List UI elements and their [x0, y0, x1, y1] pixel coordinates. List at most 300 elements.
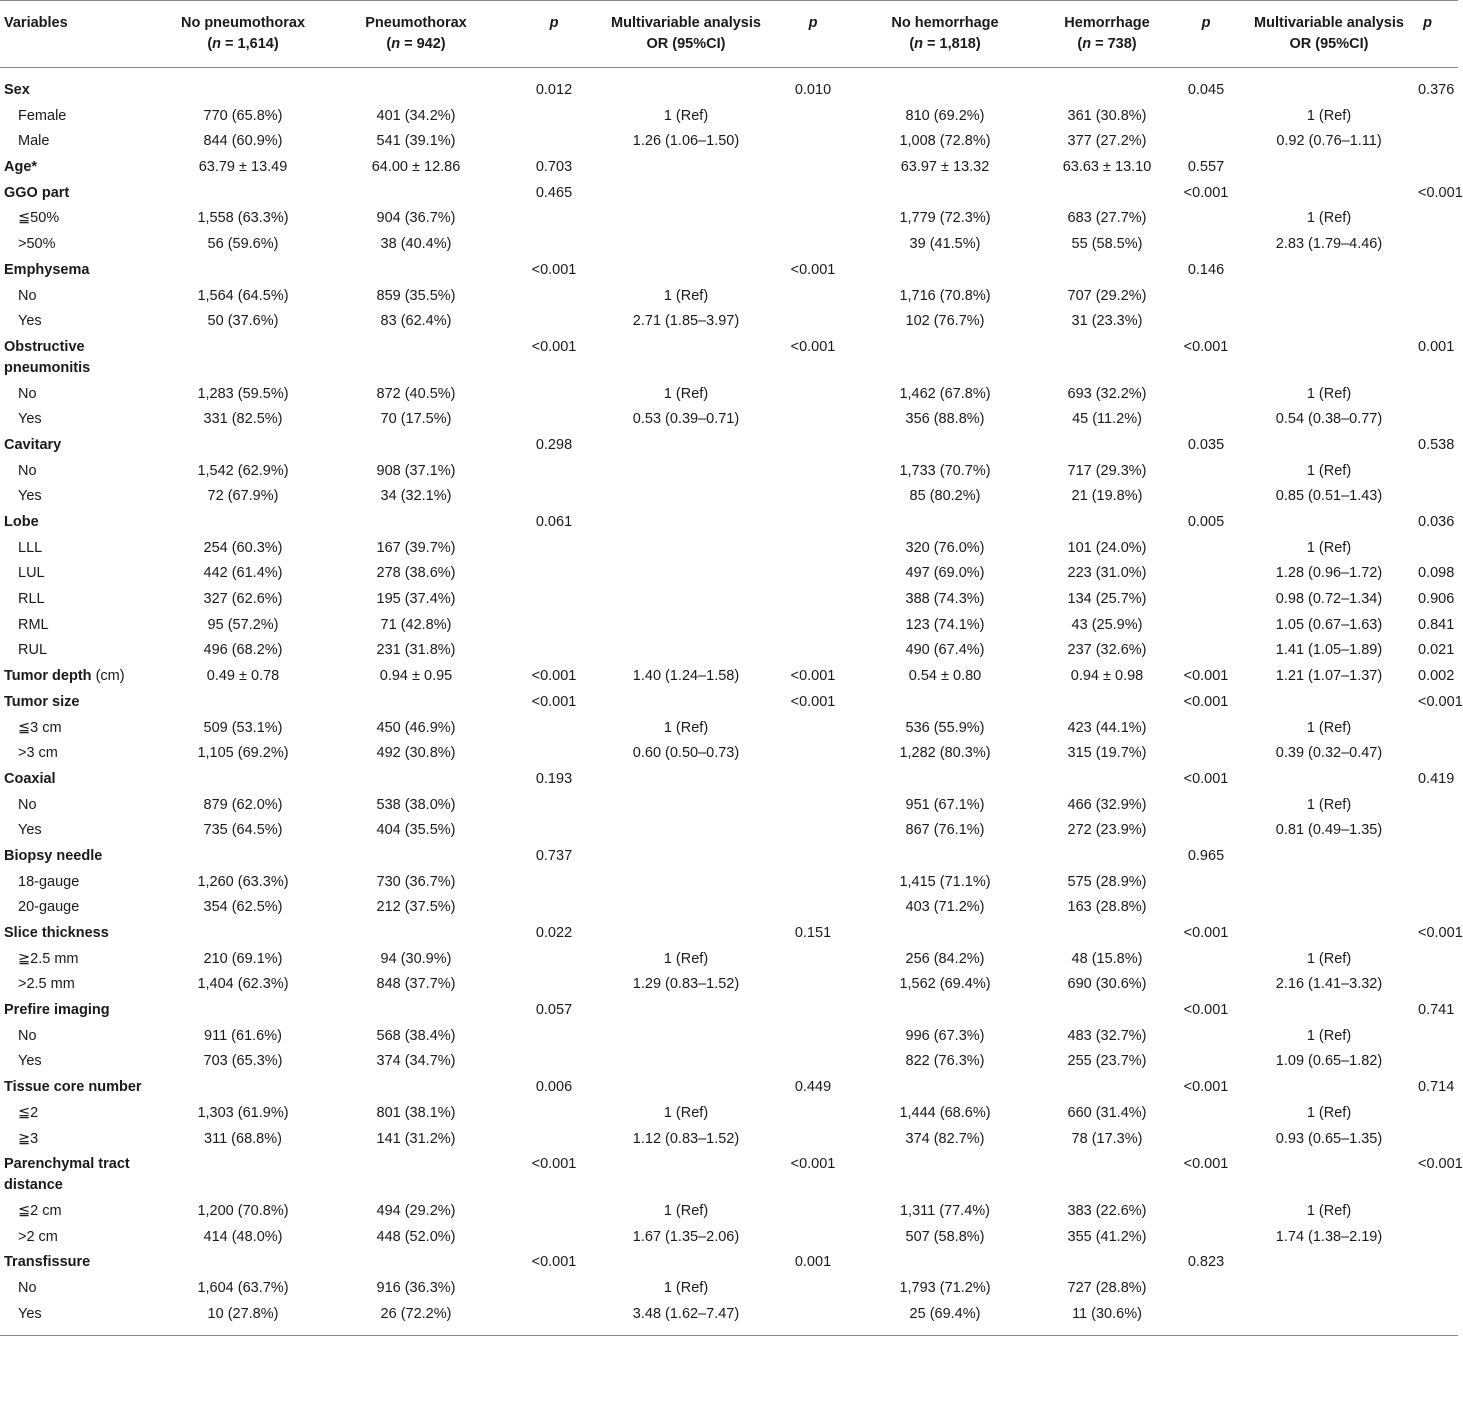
row-label-text: LUL — [18, 565, 45, 582]
table-cell — [316, 484, 516, 510]
table-cell — [516, 792, 592, 818]
table-cell — [592, 458, 780, 484]
table-cell — [316, 407, 516, 433]
cell-value: 1,260 (63.3%) — [197, 873, 289, 890]
row-label-text: Tumor depth — [4, 668, 92, 685]
table-cell — [1242, 1199, 1416, 1225]
table-cell — [780, 1301, 846, 1335]
cell-value: 0.001 — [794, 1254, 832, 1271]
table-cell — [780, 1250, 846, 1276]
table-cell — [780, 998, 846, 1024]
table-cell — [1170, 206, 1242, 232]
category-row — [0, 638, 1458, 664]
row-label-text: No — [18, 287, 37, 304]
table-cell — [1242, 335, 1416, 382]
column-header-label: p — [1201, 15, 1211, 31]
table-cell — [516, 1152, 592, 1199]
cell-value: 0.98 (0.72–1.34) — [1275, 591, 1383, 608]
cell-value: 11 (30.6%) — [1072, 1305, 1142, 1322]
table-cell — [846, 869, 1044, 895]
table-cell — [846, 612, 1044, 638]
table-cell — [516, 921, 592, 947]
table-cell — [316, 129, 516, 155]
row-label-text: Prefire imaging — [4, 1002, 110, 1019]
table-cell — [1242, 309, 1416, 335]
table-cell — [592, 741, 780, 767]
row-label — [0, 1075, 170, 1101]
table-cell — [516, 612, 592, 638]
table-cell — [1044, 180, 1170, 206]
cell-value: 1,604 (63.7%) — [197, 1279, 289, 1296]
table-cell — [1044, 664, 1170, 690]
table-cell — [592, 407, 780, 433]
cell-value: 256 (84.2%) — [905, 950, 985, 967]
table-cell — [516, 895, 592, 921]
cell-value: 1 (Ref) — [663, 950, 709, 967]
table-cell — [1044, 1224, 1170, 1250]
cell-value: 71 (42.8%) — [380, 616, 452, 633]
table-cell — [316, 433, 516, 459]
cell-value: 1,564 (64.5%) — [197, 287, 289, 304]
table-cell — [592, 1224, 780, 1250]
table-cell — [1242, 103, 1416, 129]
table-cell — [1416, 1199, 1458, 1225]
table-cell — [1416, 535, 1458, 561]
table-cell — [1044, 381, 1170, 407]
variable-row — [0, 180, 1458, 206]
cell-value: 1 (Ref) — [663, 1279, 709, 1296]
table-cell — [516, 818, 592, 844]
category-row — [0, 1023, 1458, 1049]
cell-value: 0.741 — [1418, 1002, 1455, 1019]
table-cell — [516, 283, 592, 309]
table-cell — [316, 257, 516, 283]
row-label — [0, 1199, 170, 1225]
cell-value: 1 (Ref) — [1306, 1027, 1352, 1044]
row-label — [0, 895, 170, 921]
cell-value: 1.12 (0.83–1.52) — [632, 1130, 740, 1147]
table-cell — [516, 206, 592, 232]
table-cell — [592, 155, 780, 181]
column-header-label: No pneumothorax — [180, 15, 306, 31]
cell-value: 237 (32.6%) — [1067, 642, 1147, 659]
cell-value: 1,415 (71.1%) — [899, 873, 991, 890]
cell-value: 442 (61.4%) — [203, 565, 283, 582]
table-cell — [1170, 741, 1242, 767]
cell-value: 1,311 (77.4%) — [899, 1202, 990, 1219]
cell-value: 361 (30.8%) — [1067, 107, 1147, 124]
cell-value: <0.001 — [1183, 1156, 1229, 1173]
table-cell — [1416, 844, 1458, 870]
category-row — [0, 309, 1458, 335]
column-header — [1416, 1, 1458, 68]
table-cell — [1044, 155, 1170, 181]
cell-value: 0.465 — [535, 184, 573, 201]
cell-value: 879 (62.0%) — [203, 796, 283, 813]
table-cell — [1044, 433, 1170, 459]
category-row — [0, 715, 1458, 741]
cell-value: 690 (30.6%) — [1067, 976, 1147, 993]
table-cell — [592, 1023, 780, 1049]
cell-value: 0.001 — [1418, 338, 1455, 355]
table-cell — [780, 1152, 846, 1199]
table-cell — [1242, 68, 1416, 104]
cell-value: 1 (Ref) — [1306, 1104, 1352, 1121]
cell-value: 0.703 — [535, 159, 573, 176]
category-row — [0, 129, 1458, 155]
table-cell — [846, 741, 1044, 767]
table-cell — [1170, 921, 1242, 947]
cell-value: 70 (17.5%) — [380, 411, 452, 428]
cell-value: 1 (Ref) — [663, 107, 709, 124]
table-cell — [1416, 664, 1458, 690]
table-cell — [780, 232, 846, 258]
table-cell — [1044, 998, 1170, 1024]
variable-row — [0, 767, 1458, 793]
table-cell — [1416, 1250, 1458, 1276]
cell-value: 904 (36.7%) — [376, 210, 456, 227]
row-label-text: Coaxial — [4, 770, 56, 787]
row-label — [0, 1301, 170, 1335]
variable-row — [0, 510, 1458, 536]
row-label — [0, 664, 170, 690]
row-label-text: ≦50% — [18, 210, 60, 227]
cell-value: 575 (28.9%) — [1067, 873, 1147, 890]
table-cell — [846, 1023, 1044, 1049]
table-cell — [592, 715, 780, 741]
column-header-label: Multivariable analysis — [611, 15, 761, 31]
table-cell — [1044, 68, 1170, 104]
table-cell — [170, 895, 316, 921]
table-cell — [1242, 638, 1416, 664]
table-cell — [516, 1250, 592, 1276]
table-cell — [780, 818, 846, 844]
table-cell — [846, 309, 1044, 335]
table-cell — [846, 155, 1044, 181]
cell-value: 1,200 (70.8%) — [197, 1202, 289, 1219]
table-cell — [592, 510, 780, 536]
table-cell — [1242, 1301, 1416, 1335]
table-cell — [780, 335, 846, 382]
table-cell — [1170, 1199, 1242, 1225]
table-cell — [1044, 715, 1170, 741]
table-cell — [592, 818, 780, 844]
cell-value: 1 (Ref) — [1306, 719, 1352, 736]
table-cell — [316, 921, 516, 947]
cell-value: 1,303 (61.9%) — [197, 1104, 289, 1121]
cell-value: 43 (25.9%) — [1071, 616, 1143, 633]
table-cell — [1242, 895, 1416, 921]
table-cell — [1416, 206, 1458, 232]
table-cell — [846, 510, 1044, 536]
row-label — [0, 309, 170, 335]
table-cell — [592, 998, 780, 1024]
column-header — [1044, 1, 1170, 68]
cell-value: 1,404 (62.3%) — [197, 976, 289, 993]
table-cell — [592, 561, 780, 587]
table-cell — [170, 921, 316, 947]
table-cell — [592, 921, 780, 947]
cell-value: 123 (74.1%) — [905, 616, 985, 633]
table-cell — [780, 309, 846, 335]
row-label-text: Sex — [4, 82, 30, 98]
cell-value: 0.54 ± 0.80 — [908, 668, 982, 685]
cell-value: 0.94 ± 0.95 — [379, 668, 453, 685]
table-cell — [1242, 206, 1416, 232]
cell-value: 0.53 (0.39–0.71) — [632, 411, 740, 428]
cell-value: <0.001 — [1183, 770, 1229, 787]
table-cell — [1170, 458, 1242, 484]
table-cell — [846, 68, 1044, 104]
category-row — [0, 1100, 1458, 1126]
table-cell — [1044, 283, 1170, 309]
table-cell — [1170, 1224, 1242, 1250]
table-cell — [316, 767, 516, 793]
cell-value: <0.001 — [790, 338, 836, 355]
table-cell — [780, 715, 846, 741]
table-cell — [1170, 103, 1242, 129]
table-cell — [170, 612, 316, 638]
row-label-text: LLL — [18, 539, 43, 556]
row-label — [0, 1100, 170, 1126]
table-cell — [1242, 715, 1416, 741]
table-cell — [1044, 612, 1170, 638]
table-cell — [1170, 972, 1242, 998]
table-cell — [592, 972, 780, 998]
table-cell — [1242, 433, 1416, 459]
cell-value: 822 (76.3%) — [905, 1053, 985, 1070]
table-cell — [1416, 612, 1458, 638]
cell-value: 34 (32.1%) — [380, 488, 452, 505]
cell-value: 255 (23.7%) — [1067, 1053, 1147, 1070]
table-cell — [170, 257, 316, 283]
row-label-text: Yes — [18, 822, 42, 839]
table-cell — [1170, 1126, 1242, 1152]
cell-value: 1 (Ref) — [1306, 462, 1352, 479]
column-header-count: OR (95%CI) — [646, 36, 726, 52]
variable-row — [0, 1075, 1458, 1101]
table-cell — [170, 1224, 316, 1250]
cell-value: 0.94 ± 0.98 — [1070, 668, 1144, 685]
table-cell — [780, 1199, 846, 1225]
table-cell — [516, 587, 592, 613]
row-label-text: Transfissure — [4, 1254, 91, 1271]
table-cell — [1242, 257, 1416, 283]
cell-value: 951 (67.1%) — [905, 796, 985, 813]
cell-value: <0.001 — [1183, 693, 1229, 710]
table-cell — [316, 510, 516, 536]
table-cell — [592, 946, 780, 972]
table-cell — [592, 792, 780, 818]
table-cell — [780, 484, 846, 510]
row-label-text: RML — [18, 616, 49, 633]
row-label — [0, 257, 170, 283]
row-label-text: Female — [18, 107, 67, 124]
table-cell — [170, 1049, 316, 1075]
table-cell — [1416, 1100, 1458, 1126]
table-cell — [1170, 68, 1242, 104]
table-cell — [170, 484, 316, 510]
cell-value: <0.001 — [531, 1156, 577, 1173]
row-label-text: ≦2 cm — [18, 1202, 62, 1219]
table-cell — [846, 1301, 1044, 1335]
table-cell — [780, 561, 846, 587]
table-cell — [316, 741, 516, 767]
table-cell — [1416, 767, 1458, 793]
row-label-text: Male — [18, 133, 50, 150]
cell-value: 0.538 — [1418, 436, 1455, 453]
table-cell — [1170, 715, 1242, 741]
table-cell — [846, 129, 1044, 155]
variable-row — [0, 664, 1458, 690]
table-cell — [1242, 1075, 1416, 1101]
table-cell — [516, 1199, 592, 1225]
table-cell — [780, 68, 846, 104]
table-cell — [1170, 381, 1242, 407]
variable-row — [0, 998, 1458, 1024]
cell-value: 872 (40.5%) — [376, 385, 456, 402]
table-cell — [1242, 844, 1416, 870]
table-cell — [780, 510, 846, 536]
cell-value: 85 (80.2%) — [909, 488, 981, 505]
table-cell — [592, 1049, 780, 1075]
cell-value: 541 (39.1%) — [376, 133, 456, 150]
column-header — [780, 1, 846, 68]
cell-value: 101 (24.0%) — [1067, 539, 1147, 556]
table-cell — [316, 664, 516, 690]
cell-value: <0.001 — [531, 338, 577, 355]
table-cell — [1044, 1152, 1170, 1199]
table-cell — [1170, 818, 1242, 844]
cell-value: 331 (82.5%) — [203, 411, 283, 428]
table-cell — [1170, 309, 1242, 335]
category-row — [0, 206, 1458, 232]
cell-value: 327 (62.6%) — [203, 591, 283, 608]
cell-value: 693 (32.2%) — [1067, 385, 1147, 402]
table-cell — [516, 257, 592, 283]
table-cell — [1416, 68, 1458, 104]
cell-value: 141 (31.2%) — [376, 1130, 456, 1147]
cell-value: 0.449 — [794, 1079, 832, 1096]
table-cell — [1416, 381, 1458, 407]
table-cell — [1416, 309, 1458, 335]
category-row — [0, 561, 1458, 587]
row-label-text: >2 cm — [18, 1228, 58, 1245]
table-cell — [1416, 1152, 1463, 1199]
table-cell — [170, 1126, 316, 1152]
table-cell — [170, 1023, 316, 1049]
table-cell — [1416, 1276, 1458, 1302]
row-label-text: Yes — [18, 488, 42, 505]
row-label-text: No — [18, 796, 37, 813]
table-cell — [316, 689, 516, 715]
table-cell — [1416, 946, 1458, 972]
table-cell — [316, 1152, 516, 1199]
table-cell — [1416, 1301, 1458, 1335]
table-cell — [1416, 257, 1458, 283]
table-cell — [592, 587, 780, 613]
table-cell — [516, 1049, 592, 1075]
table-cell — [170, 1301, 316, 1335]
cell-value: 55 (58.5%) — [1071, 236, 1143, 253]
table-cell — [516, 68, 592, 104]
table-cell — [1242, 946, 1416, 972]
category-row — [0, 103, 1458, 129]
row-label — [0, 1250, 170, 1276]
cell-value: 490 (67.4%) — [905, 642, 985, 659]
column-header-label: Pneumothorax — [365, 15, 467, 31]
table-cell — [592, 612, 780, 638]
cell-value: 1,716 (70.8%) — [899, 287, 991, 304]
table-cell — [780, 1023, 846, 1049]
table-cell — [1170, 1276, 1242, 1302]
table-header — [0, 1, 1458, 68]
cell-value: <0.001 — [790, 261, 836, 278]
row-label — [0, 689, 170, 715]
table-cell — [316, 587, 516, 613]
table-cell — [1170, 129, 1242, 155]
cell-value: 278 (38.6%) — [376, 565, 456, 582]
cell-value: 414 (48.0%) — [203, 1228, 283, 1245]
column-header — [0, 1, 170, 68]
cell-value: 102 (76.7%) — [905, 313, 985, 330]
table-cell — [1170, 484, 1242, 510]
table-cell — [846, 1276, 1044, 1302]
table-cell — [316, 715, 516, 741]
table-cell — [1416, 869, 1458, 895]
category-row — [0, 458, 1458, 484]
row-label — [0, 715, 170, 741]
table-cell — [846, 715, 1044, 741]
table-cell — [316, 1250, 516, 1276]
table-cell — [1170, 433, 1242, 459]
category-row — [0, 232, 1458, 258]
table-body — [0, 68, 1463, 1336]
row-label-text: Obstructive pneumonitis — [4, 338, 91, 376]
table-cell — [170, 638, 316, 664]
cell-value: 0.010 — [794, 82, 832, 98]
row-label — [0, 381, 170, 407]
table-cell — [316, 818, 516, 844]
table-cell — [592, 283, 780, 309]
table-cell — [516, 407, 592, 433]
table-cell — [780, 612, 846, 638]
cell-value: 94 (30.9%) — [380, 950, 452, 967]
table-cell — [316, 1199, 516, 1225]
cell-value: 134 (25.7%) — [1067, 591, 1147, 608]
cell-value: 0.005 — [1187, 514, 1225, 530]
cell-value: 494 (29.2%) — [376, 1202, 456, 1219]
cell-value: 0.39 (0.32–0.47) — [1275, 745, 1383, 762]
table-cell — [592, 844, 780, 870]
cell-value: 810 (69.2%) — [905, 107, 985, 124]
table-cell — [846, 895, 1044, 921]
table-cell — [592, 232, 780, 258]
table-cell — [170, 1199, 316, 1225]
table-cell — [592, 664, 780, 690]
table-cell — [316, 895, 516, 921]
table-cell — [780, 921, 846, 947]
row-label — [0, 638, 170, 664]
table-cell — [1044, 689, 1170, 715]
table-cell — [1170, 232, 1242, 258]
table-cell — [846, 1199, 1044, 1225]
table-cell — [592, 1075, 780, 1101]
table-cell — [592, 767, 780, 793]
row-label-text: No — [18, 462, 37, 479]
table-cell — [846, 103, 1044, 129]
table-cell — [592, 381, 780, 407]
